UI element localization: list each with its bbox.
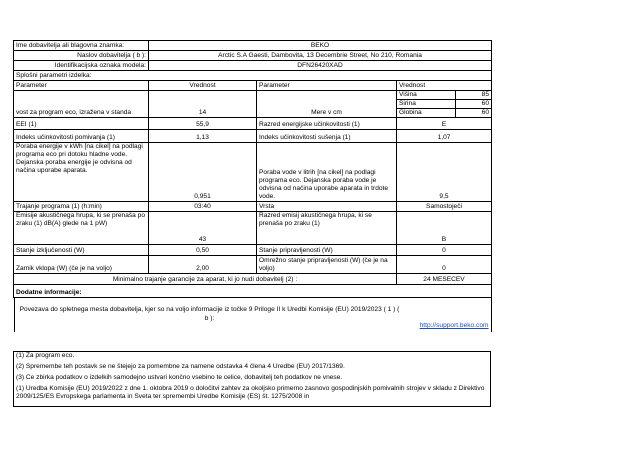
network-standby-value: 0 <box>397 256 492 274</box>
value-header-right: Vrednost <box>397 81 492 91</box>
support-link[interactable]: http://support.beko.com <box>419 322 489 329</box>
guarantee-row <box>14 274 492 285</box>
footnote-4: (1) Uredba Komisije (EU) 2019/2022 z dne 1. oktobra 2019 o določitvi zahtev za okoljsko primerno zasnovo gospodinjskih pomivalnih strojev v skladu z Direktivo 2009/125/ES Evropskega parlamenta in Sveta ter spremembi Uredbe Komisije (ES) št. 1275/2008 in <box>14 385 491 407</box>
drying-index-value: 1,07 <box>397 130 492 143</box>
footnote-2: (2) Spremembe teh postavk se ne štejejo za pomembne za namene odstavka 4 člena 4 Uredbe (EU) 2017/1369. <box>14 363 491 374</box>
noise-class-label: Razred emisij akustičnega hrupa, ki se prenaša po zraku (1) <box>257 212 397 245</box>
height-value: 85 <box>456 91 492 100</box>
width-label: Širina <box>397 100 456 109</box>
column-header-row <box>14 81 492 91</box>
address-row <box>14 51 492 61</box>
off-mode-row <box>14 245 492 256</box>
model-label: Identifikacijska oznaka modela: <box>14 61 149 71</box>
supplier-row <box>14 41 492 51</box>
cleaning-index-label: Indeks učinkovitosti pomivanja (1) <box>14 130 149 143</box>
energy-class-value: E <box>397 118 492 130</box>
cleaning-row <box>14 130 492 143</box>
drying-index-label: Indeks učinkovitosti sušenja (1) <box>257 130 397 143</box>
additional-info-cell <box>14 298 492 333</box>
footnote-1: (1) Za program eco. <box>14 352 491 363</box>
product-info-sheet <box>13 40 491 332</box>
additional-title-row <box>14 285 492 298</box>
energy-consumption-label: Poraba energije v kWh [na cikel] na podlagi programa eco pri dotoku hladne vode. Dejanska poraba energije je odvisna od načina uporabe aparata. <box>14 143 149 202</box>
guarantee-label: Minimalno trajanje garancije za aparat, ki jo nudi dobavitelj (2) : <box>14 274 397 285</box>
delay-start-value: 2,00 <box>149 256 257 274</box>
type-label: Vrsta <box>257 202 397 212</box>
eei-row <box>14 118 492 130</box>
height-row <box>14 91 492 100</box>
standby-value: 0 <box>397 245 492 256</box>
additional-info-row <box>14 298 492 333</box>
rated-capacity-label: vost za program eco, izražena v standa <box>14 91 149 118</box>
param-header-right: Parameter <box>257 81 397 91</box>
energy-consumption-value: 0,951 <box>149 143 257 202</box>
duration-label: Trajanje programa (1) (h:min) <box>14 202 149 212</box>
noise-emission-label: Emisije akustičnega hrupa, ki se prenaša po zraku (1) dB(A) glede na 1 pW) <box>14 212 149 245</box>
type-value: Samostoječi <box>397 202 492 212</box>
eei-value: 55,9 <box>149 118 257 130</box>
water-consumption-value: 9,5 <box>397 143 492 202</box>
supplier-label: Ime dobavitelja ali blagovna znamka: <box>14 41 149 51</box>
delay-start-label: Zamik vklopa (W) (če je na voljo) <box>14 256 149 274</box>
noise-class-value: B <box>397 212 492 245</box>
additional-info-text: Povezava do spletnega mesta dobavitelja, kjer so na voljo informacije iz točke 9 Priloge II k Uredbi Komisije (EU) 2019/2023 ( 1 ) ( b ): <box>19 306 400 322</box>
footnote-row <box>14 374 491 385</box>
off-mode-value: 0,50 <box>149 245 257 256</box>
guarantee-value: 24 MESECEV <box>397 274 492 285</box>
water-consumption-label: Poraba vode v litrih [na cikel] na podlagi programa eco. Dejanska poraba vode je odvisna od načina uporabe aparata in trdote vode. <box>257 143 397 202</box>
standby-label: Stanje pripravljenosti (W) <box>257 245 397 256</box>
network-standby-label: Omrežno stanje pripravljenosti (W) (če je na voljo) <box>257 256 397 274</box>
width-value: 60 <box>456 100 492 109</box>
energy-class-label: Razred energijske učinkovitosti (1) <box>257 118 397 130</box>
product-info-table <box>13 40 492 332</box>
delay-row <box>14 256 492 274</box>
supplier-value: BEKO <box>149 41 492 51</box>
footnotes <box>13 351 491 407</box>
duration-value: 03:40 <box>149 202 257 212</box>
footnotes-table <box>13 351 491 407</box>
noise-emission-value: 43 <box>149 212 257 245</box>
height-label: Višina <box>397 91 456 100</box>
footnote-row <box>14 363 491 374</box>
consumption-row <box>14 143 492 202</box>
off-mode-label: Stanje izključenosti (W) <box>14 245 149 256</box>
depth-value: 60 <box>456 109 492 118</box>
footnote-3: (3) Če zbirka podatkov o izdelkih samodejno ustvari končno vsebino te celice, dobavitelj teh podatkov ne vnese. <box>14 374 491 385</box>
model-value: DFN26420XAD <box>149 61 492 71</box>
general-row <box>14 71 492 81</box>
general-label: Splošni parametri izdelka: <box>14 71 492 81</box>
value-header-left: Vrednost <box>149 81 257 91</box>
depth-label: Globina <box>397 109 456 118</box>
footnote-row <box>14 385 491 407</box>
additional-info-title: Dodatne informacije: <box>14 285 492 298</box>
cleaning-index-value: 1,13 <box>149 130 257 143</box>
param-header-left: Parameter <box>14 81 149 91</box>
noise-row <box>14 212 492 245</box>
duration-row <box>14 202 492 212</box>
eei-label: EEI (1) <box>14 118 149 130</box>
rated-capacity-value: 14 <box>149 91 257 118</box>
footnote-row <box>14 352 491 363</box>
address-label: Naslov dobavitelja ( b ): <box>14 51 149 61</box>
dimensions-label: Mere v cm <box>257 91 397 118</box>
model-row <box>14 61 492 71</box>
address-value: Arctic S.A Gaesti, Dambovita, 13 Decembrie Street, No 210, Romania <box>149 51 492 61</box>
